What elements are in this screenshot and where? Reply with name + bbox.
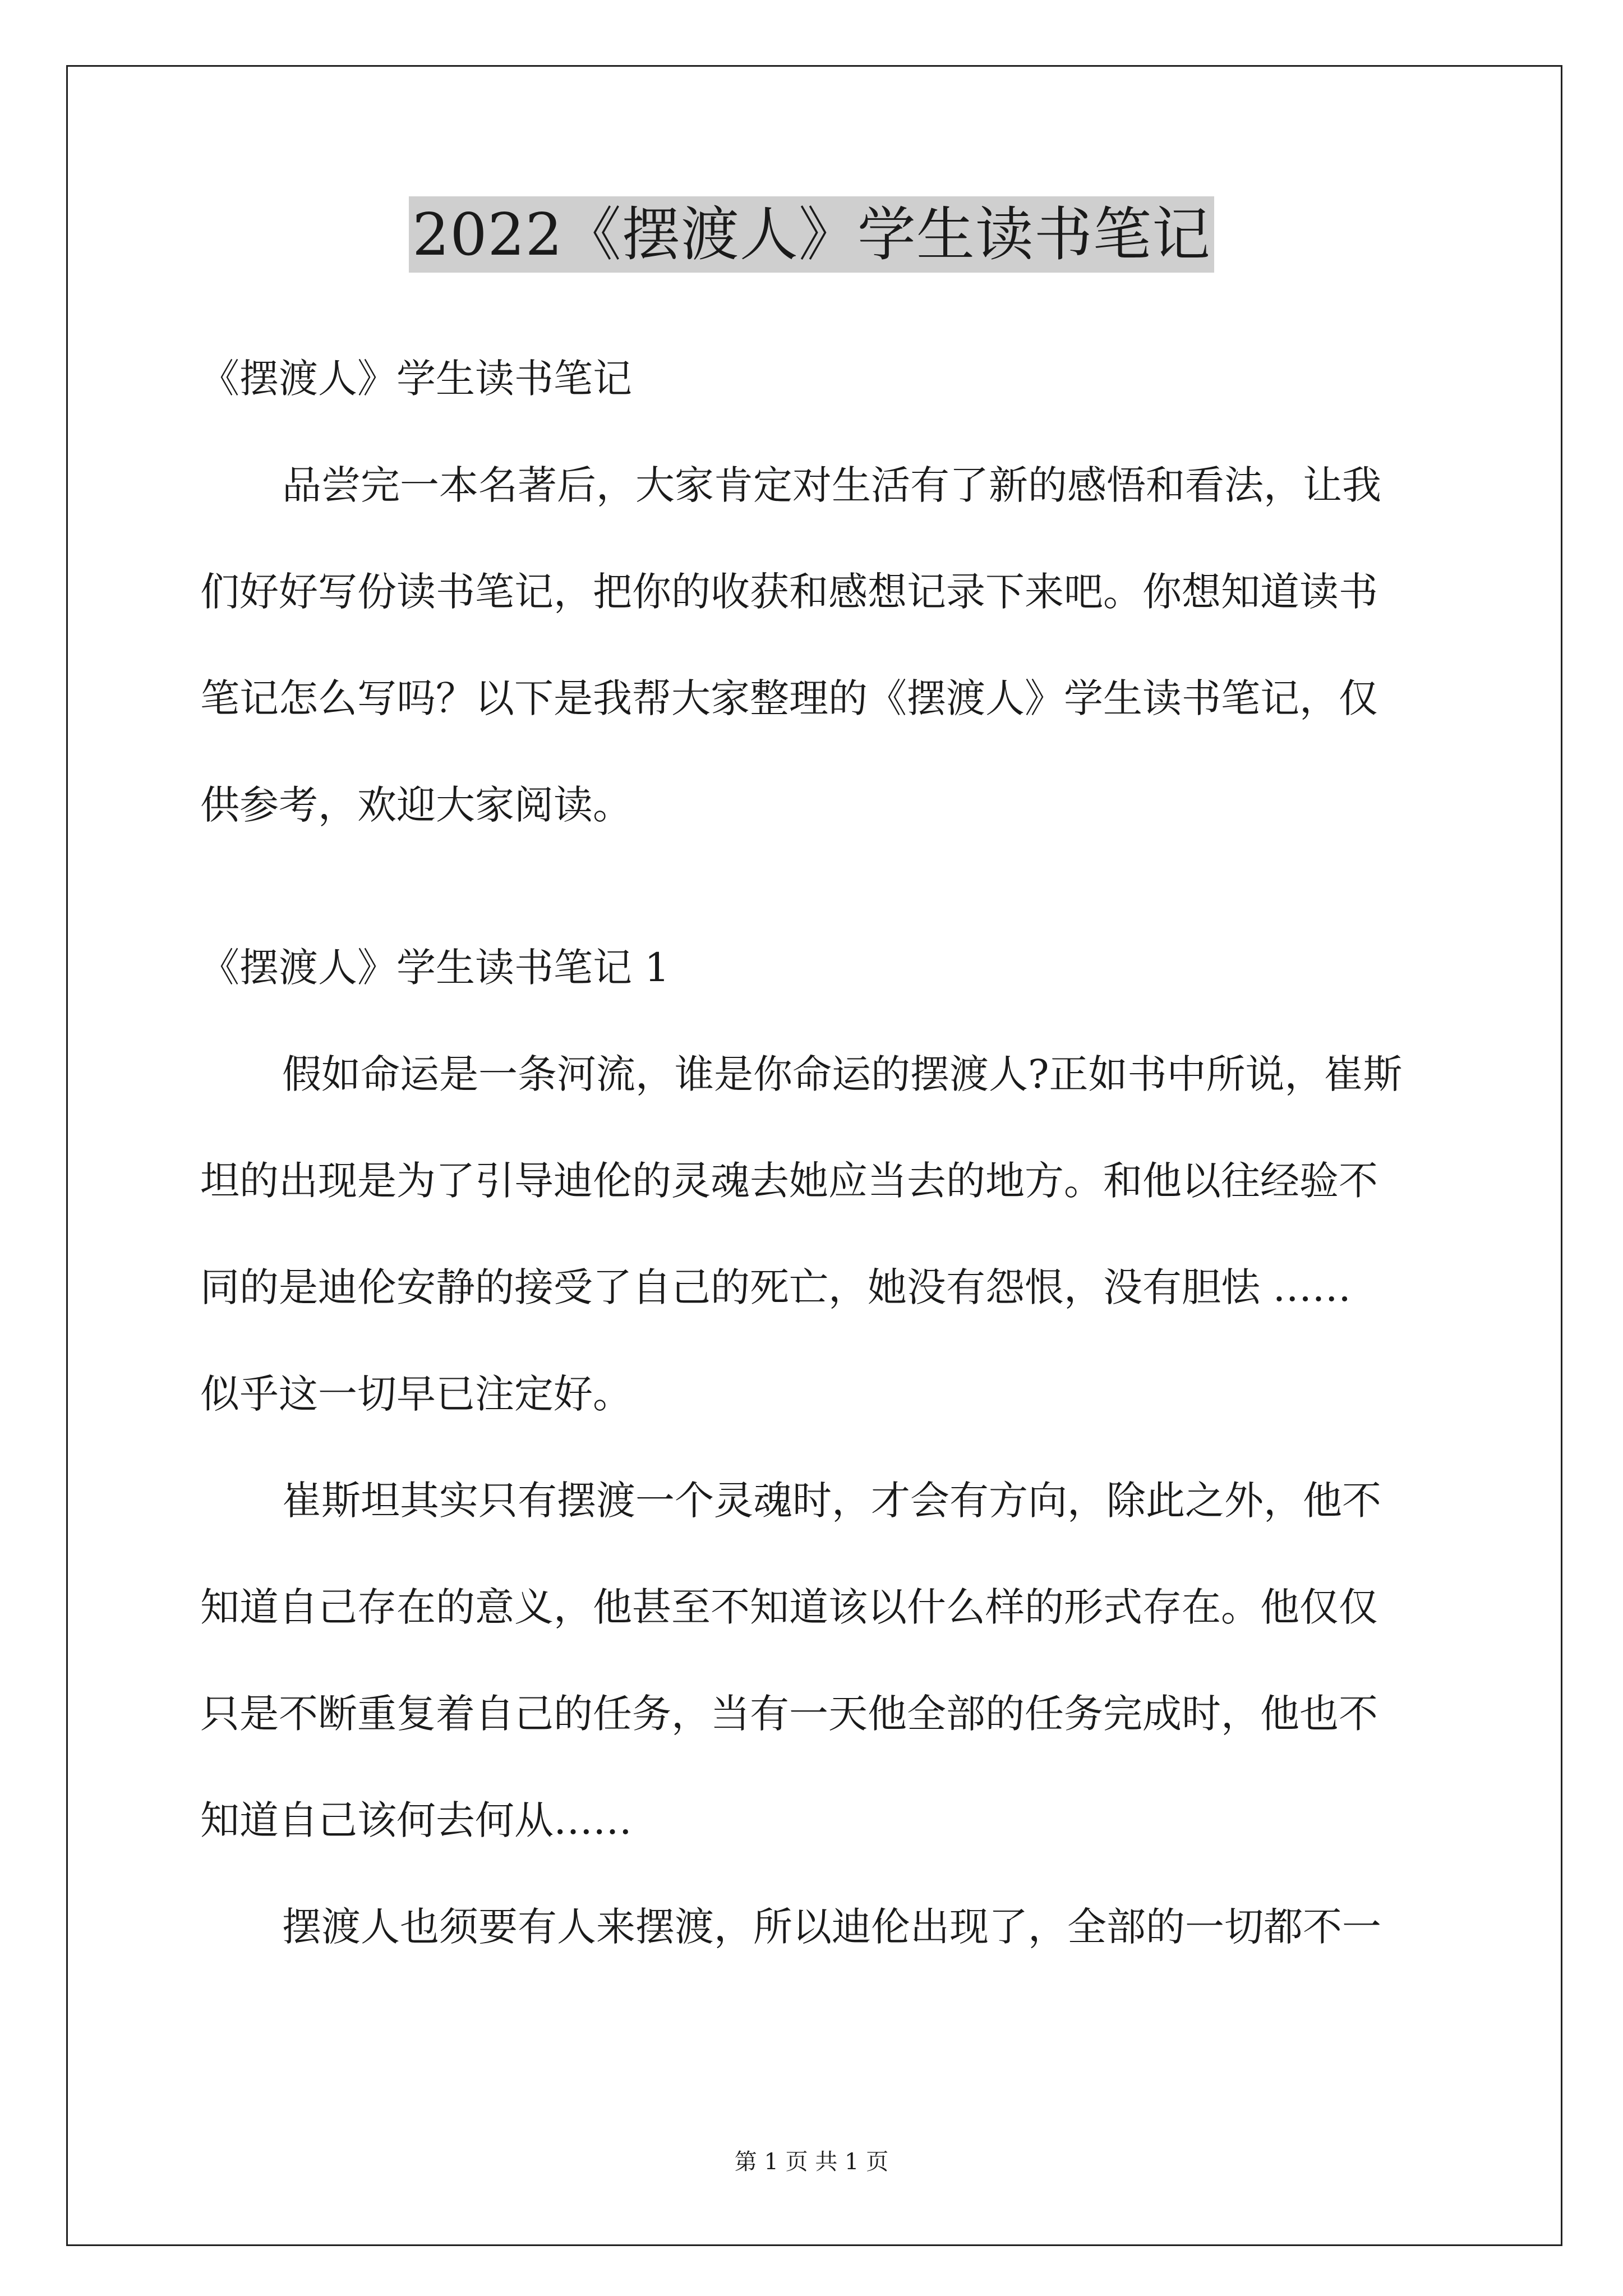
intro-line: 品尝完一本名著后，大家肯定对生活有了新的感悟和看法，让我 <box>282 462 1381 508</box>
paragraph-line: 坦的出现是为了引导迪伦的灵魂去她应当去的地方。和他以往经验不 <box>200 1158 1378 1204</box>
intro-line: 供参考，欢迎大家阅读。 <box>200 782 632 828</box>
paragraph-line: 假如命运是一条河流，谁是你命运的摆渡人?正如书中所说，崔斯 <box>282 1051 1403 1097</box>
page-footer: 第 1 页 共 1 页 <box>734 2149 889 2175</box>
paragraph-line: 似乎这一切早已注定好。 <box>200 1371 632 1417</box>
title-container <box>0 196 1623 273</box>
section-heading: 《摆渡人》学生读书笔记 1 <box>200 945 670 991</box>
intro-line: 笔记怎么写吗？以下是我帮大家整理的《摆渡人》学生读书笔记，仅 <box>200 675 1378 721</box>
document-body <box>200 339 1434 1994</box>
document-title: 2022《摆渡人》学生读书笔记 <box>409 196 1214 273</box>
paragraph-line: 摆渡人也须要有人来摆渡，所以迪伦出现了，全部的一切都不一 <box>282 1904 1381 1950</box>
intro-heading: 《摆渡人》学生读书笔记 <box>200 356 632 402</box>
paragraph-line: 知道自己存在的意义，他甚至不知道该以什么样的形式存在。他仅仅 <box>200 1584 1378 1630</box>
intro-line: 们好好写份读书笔记，把你的收获和感想记录下来吧。你想知道读书 <box>200 569 1378 615</box>
section-spacer <box>200 872 1434 928</box>
paragraph-line: 同的是迪伦安静的接受了自己的死亡，她没有怨恨，没有胆怯 …… <box>200 1264 1352 1310</box>
paragraph-line: 崔斯坦其实只有摆渡一个灵魂时，才会有方向，除此之外，他不 <box>282 1478 1381 1524</box>
paragraph-line: 只是不断重复着自己的任务，当有一天他全部的任务完成时，他也不 <box>200 1691 1378 1737</box>
paragraph-line: 知道自己该何去何从…… <box>200 1797 632 1843</box>
